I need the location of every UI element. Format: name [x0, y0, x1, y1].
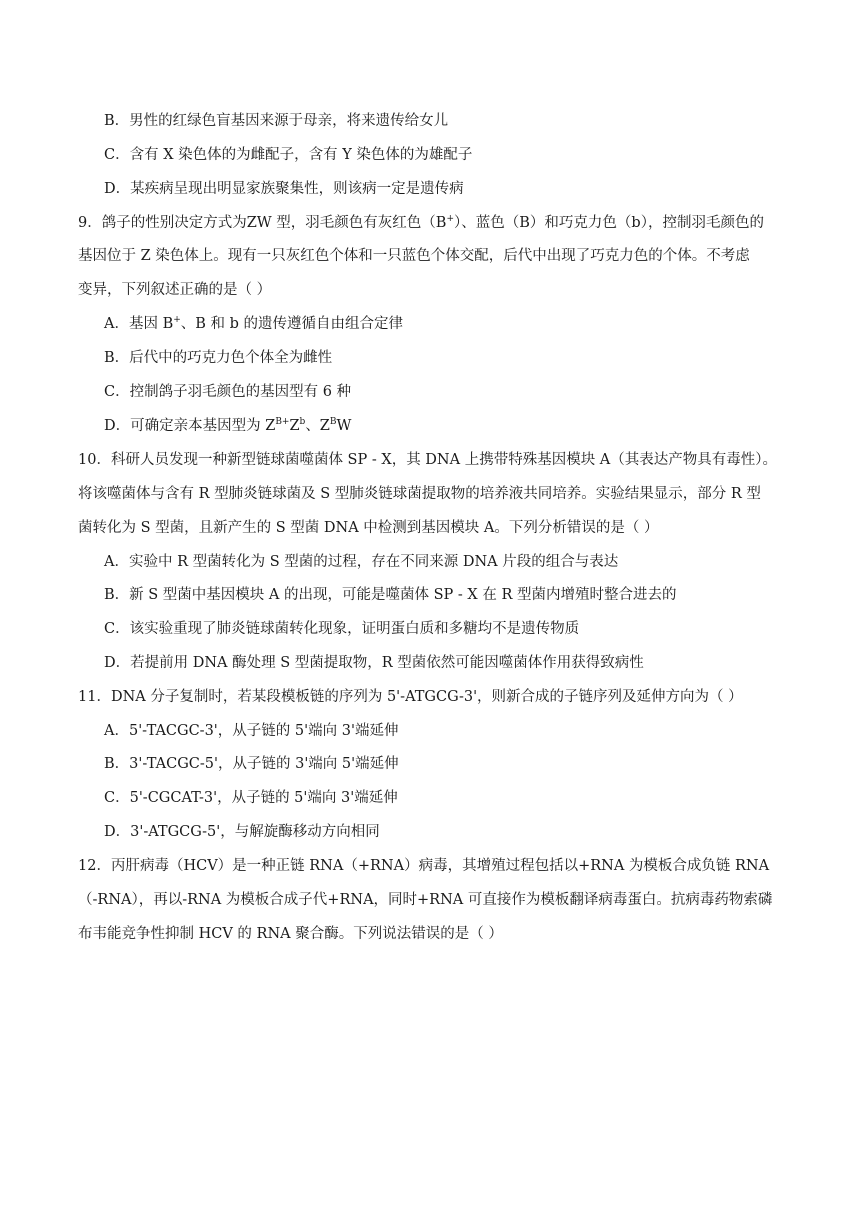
- q9-option-d: [104, 416, 812, 436]
- q9-stem-line-3: 变异，下列叙述正确的是（ ）: [78, 282, 272, 298]
- q9-option-a-text: A．基因 B: [104, 316, 174, 332]
- q10-option-a: A．实验中 R 型菌转化为 S 型菌的过程，存在不同来源 DNA 片段的组合与表达: [104, 554, 619, 570]
- q11-option-b: B．3'-TACGC-5'，从子链的 3'端向 5'端延伸: [104, 756, 399, 772]
- q9-stem-text-cont: ）、蓝色（B）和巧克力色（b），控制羽毛颜色的: [454, 215, 764, 231]
- q9-option-a-text-cont: 、B 和 b 的遗传遵循自由组合定律: [180, 316, 404, 332]
- q10-stem-line-3: 菌转化为 S 型菌，且新产生的 S 型菌 DNA 中检测到基因模块 A。下列分析错误的是（ ）: [78, 520, 659, 536]
- q9-stem-line-2: 基因位于 Z 染色体上。现有一只灰红色个体和一只蓝色个体交配，后代中出现了巧克力色的个体。不考虑: [78, 248, 750, 264]
- q12-stem-line-3: 布韦能竞争性抑制 HCV 的 RNA 聚合酶。下列说法错误的是（ ）: [78, 926, 503, 942]
- q9-superscript-plus: +: [446, 214, 455, 224]
- q8-option-b: B．男性的红绿色盲基因来源于母亲，将来遗传给女儿: [104, 113, 449, 129]
- q9-option-d-text-4: W: [336, 418, 352, 434]
- q10-option-d: D．若提前用 DNA 酶处理 S 型菌提取物，R 型菌依然可能因噬菌体作用获得致病性: [104, 655, 644, 671]
- q11-stem: 11．DNA 分子复制时，若某段模板链的序列为 5'-ATGCG-3'，则新合成的子链序列及延伸方向为（ ）: [78, 689, 743, 705]
- q10-option-c: C．该实验重现了肺炎链球菌转化现象，证明蛋白质和多糖均不是遗传物质: [104, 621, 580, 637]
- q9-option-d-text-2: Z: [289, 418, 300, 434]
- q10-stem-line-1: 10．科研人员发现一种新型链球菌噬菌体 SP - X，其 DNA 上携带特殊基因模块 A（其表达产物具有毒性）。: [78, 452, 778, 468]
- q9-option-a: [104, 314, 812, 334]
- q9-option-a-superscript: +: [173, 315, 181, 325]
- q12-stem-line-1: 12．丙肝病毒（HCV）是一种正链 RNA（+RNA）病毒，其增殖过程包括以+RNA 为模板合成负链 RNA: [78, 858, 770, 874]
- q9-option-d-sup-1: B+: [275, 417, 290, 427]
- q8-option-c: C．含有 X 染色体的为雌配子，含有 Y 染色体的为雄配子: [104, 147, 473, 163]
- q9-option-d-text: D．可确定亲本基因型为 Z: [104, 418, 276, 434]
- q10-option-b: B．新 S 型菌中基因模块 A 的出现，可能是噬菌体 SP - X 在 R 型菌内增殖时整合进去的: [104, 587, 677, 603]
- q9-option-d-sup-2: b: [299, 417, 306, 427]
- q11-option-c: C．5'-CGCAT-3'，从子链的 5'端向 3'端延伸: [104, 790, 398, 806]
- q9-option-d-sup-3: B: [329, 417, 337, 427]
- q8-option-d: D．某疾病呈现出明显家族聚集性，则该病一定是遗传病: [104, 181, 464, 197]
- q9-option-d-text-3: 、Z: [305, 418, 330, 434]
- q9-option-b: B．后代中的巧克力色个体全为雌性: [104, 350, 333, 366]
- q11-option-a: A．5'-TACGC-3'，从子链的 5'端向 3'端延伸: [104, 723, 399, 739]
- q11-option-d: D．3'-ATGCG-5'，与解旋酶移动方向相同: [104, 824, 380, 840]
- q9-stem-text: 9．鸽子的性别决定方式为ZW 型，羽毛颜色有灰红色（B: [78, 215, 447, 231]
- q10-stem-line-2: 将该噬菌体与含有 R 型肺炎链球菌及 S 型肺炎链球菌提取物的培养液共同培养。实验结果显示，部分 R 型: [78, 486, 761, 502]
- q9-stem-line-1: [78, 213, 786, 233]
- q12-stem-line-2: （-RNA），再以-RNA 为模板合成子代+RNA，同时+RNA 可直接作为模板翻译病毒蛋白。抗病毒药物索磷: [78, 892, 773, 908]
- q9-option-c: C．控制鸽子羽毛颜色的基因型有 6 种: [104, 384, 352, 400]
